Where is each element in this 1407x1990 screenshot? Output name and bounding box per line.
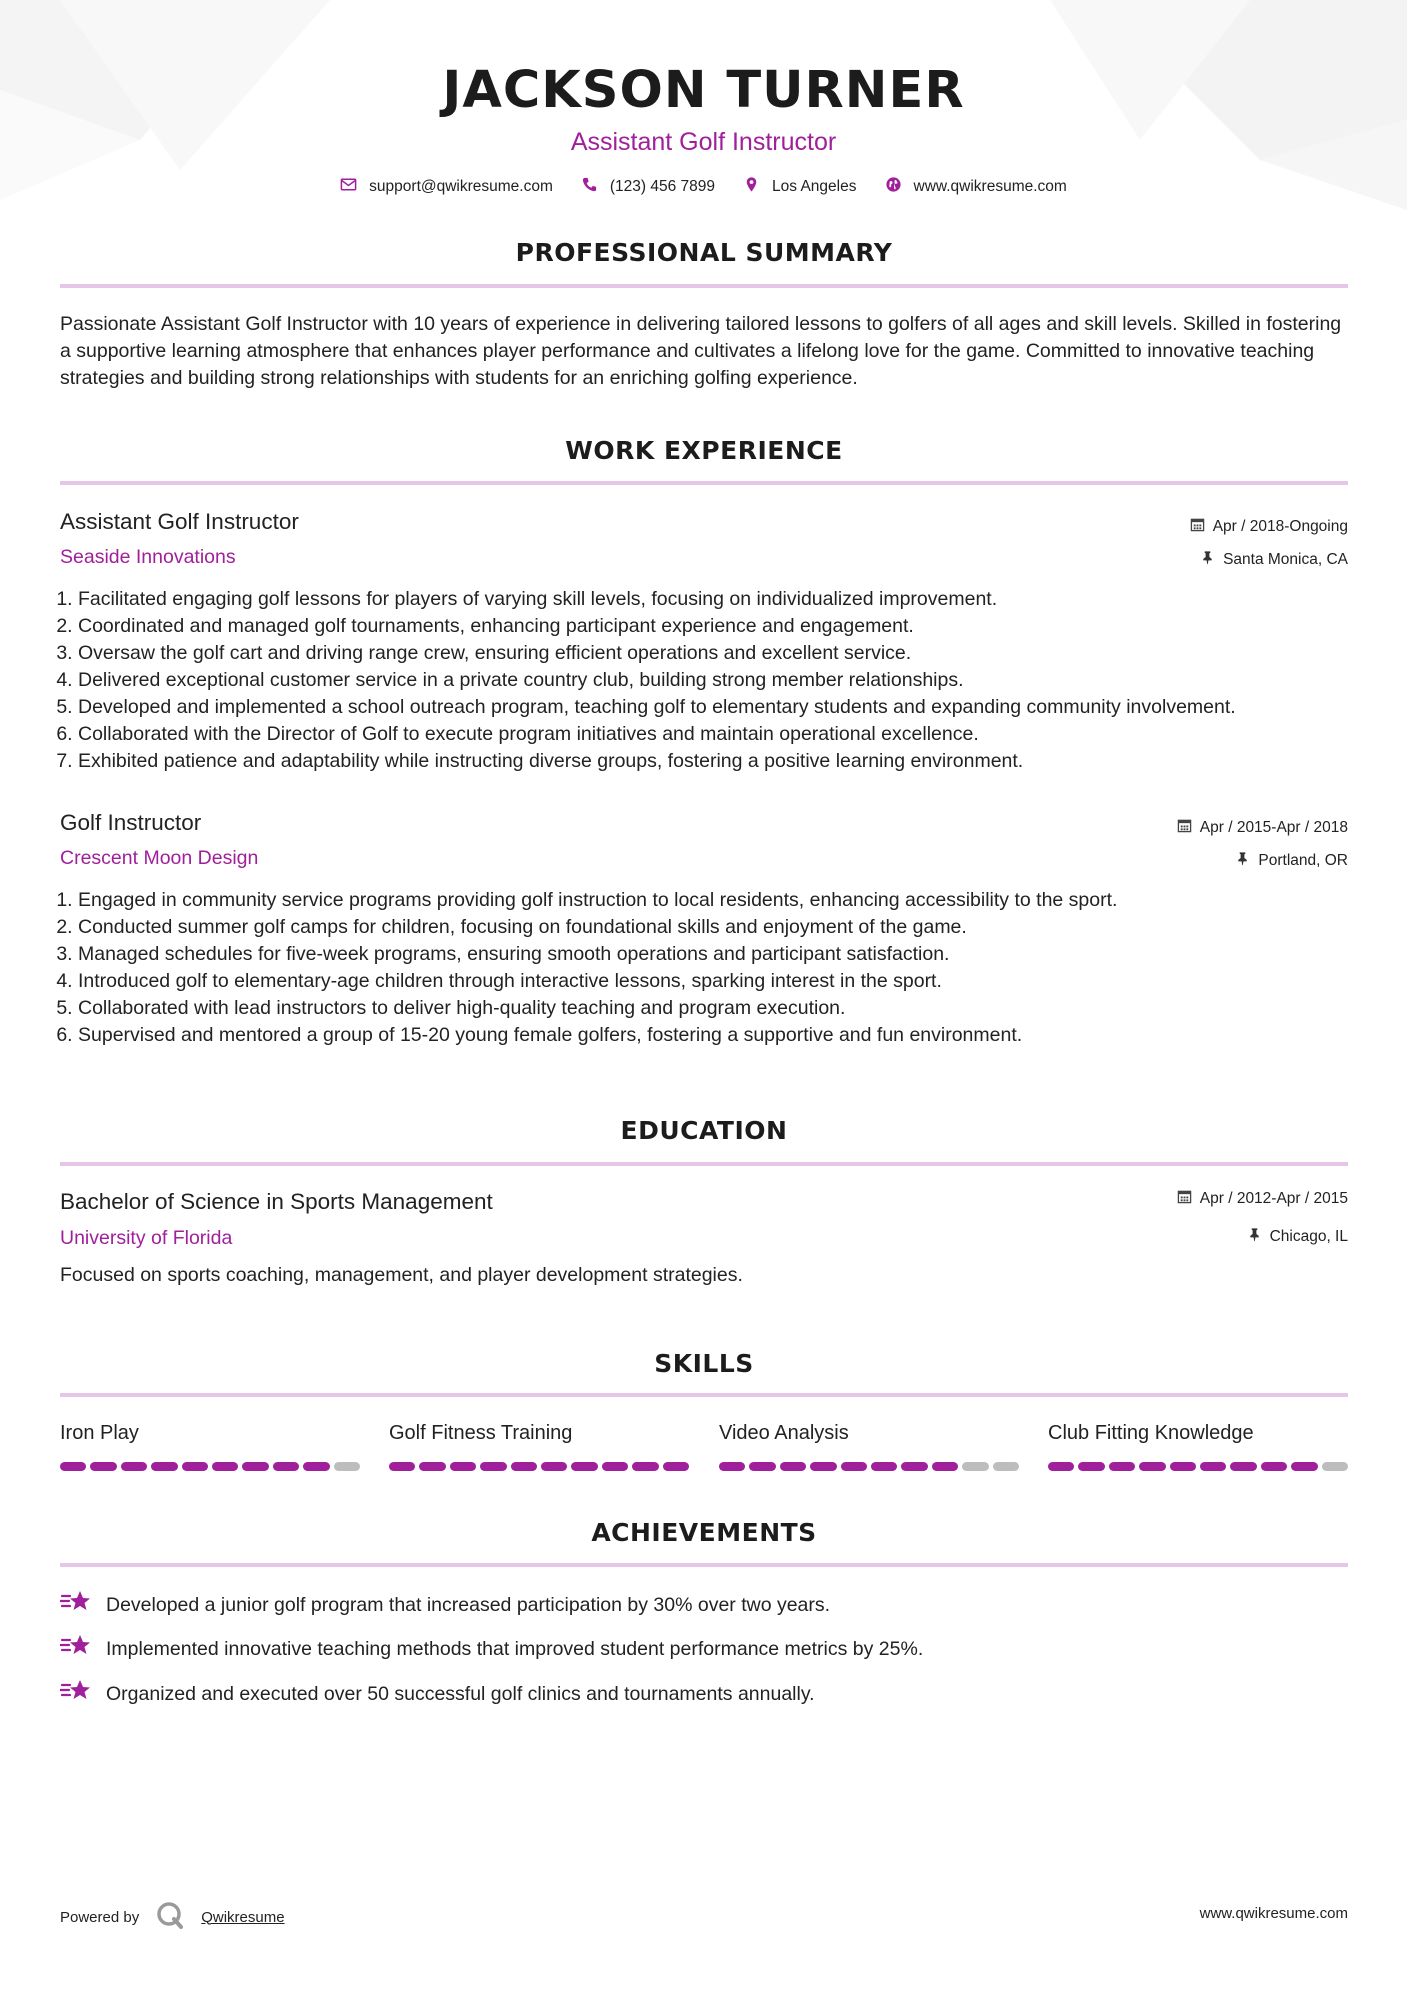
- school-name: University of Florida: [60, 1227, 233, 1249]
- list-item: 2. Conducted summer golf camps for children, focusing on foundational skills and enjoyment of the game.: [78, 914, 1368, 941]
- rating-dot-filled: [1230, 1462, 1256, 1471]
- powered-by-label: Powered by: [60, 1908, 140, 1926]
- summary-divider: [60, 284, 1348, 288]
- rating-dot-filled: [60, 1462, 86, 1471]
- job-title: Assistant Golf Instructor: [60, 509, 299, 534]
- pushpin-icon: [1200, 550, 1215, 570]
- achievement-item: [60, 1677, 815, 1711]
- education-description: Focused on sports coaching, management, and player development strategies.: [60, 1264, 743, 1286]
- pushpin-icon: [1235, 851, 1250, 871]
- achievements-divider: [60, 1563, 1348, 1567]
- rating-dot-filled: [1109, 1462, 1135, 1471]
- skills-divider: [60, 1393, 1348, 1397]
- skill-item: [719, 1420, 1019, 1471]
- rating-dot-filled: [90, 1462, 116, 1471]
- rating-dot-filled: [121, 1462, 147, 1471]
- contact-location: [743, 176, 856, 198]
- rating-dot-filled: [480, 1462, 506, 1471]
- list-item: 3. Managed schedules for five-week programs, ensuring smooth operations and participant satisfaction.: [78, 941, 1368, 968]
- list-item: 3. Oversaw the golf cart and driving range crew, ensuring efficient operations and excellent service.: [78, 640, 1368, 667]
- rating-dot-filled: [1261, 1462, 1287, 1471]
- rating-dot-filled: [541, 1462, 567, 1471]
- job-location: [1200, 550, 1348, 570]
- rating-dot-filled: [780, 1462, 806, 1471]
- website-text: www.qwikresume.com: [913, 178, 1067, 195]
- achievements-heading: ACHIEVEMENTS: [591, 1518, 817, 1547]
- candidate-title: Assistant Golf Instructor: [570, 128, 837, 156]
- envelope-icon: [340, 176, 357, 198]
- rating-dot-filled: [749, 1462, 775, 1471]
- skill-name: Iron Play: [60, 1422, 139, 1444]
- skill-rating: [719, 1462, 1019, 1471]
- rating-dot-filled: [511, 1462, 537, 1471]
- achievement-text: Developed a junior golf program that increased participation by 30% over two years.: [106, 1593, 831, 1616]
- rating-dot-filled: [1170, 1462, 1196, 1471]
- job-dates-text: Apr / 2015-Apr / 2018: [1199, 819, 1348, 836]
- candidate-name: JACKSON TURNER: [442, 61, 965, 120]
- footer-branding: [60, 1900, 285, 1934]
- rating-dot-filled: [632, 1462, 658, 1471]
- contact-website[interactable]: [885, 176, 1067, 198]
- achievement-text: Organized and executed over 50 successful golf clinics and tournaments annually.: [106, 1682, 815, 1705]
- education-location-text: Chicago, IL: [1269, 1228, 1348, 1245]
- education-heading: EDUCATION: [620, 1116, 788, 1145]
- rating-dot-filled: [151, 1462, 177, 1471]
- pushpin-icon: [1247, 1227, 1262, 1247]
- list-item: 6. Supervised and mentored a group of 15-20 young female golfers, fostering a supportive and fun environment.: [78, 1022, 1368, 1049]
- rating-dot-filled: [450, 1462, 476, 1471]
- rating-dot-filled: [389, 1462, 415, 1471]
- rating-dot-filled: [871, 1462, 897, 1471]
- calendar-icon: [1190, 517, 1205, 537]
- rating-dot-empty: [1322, 1462, 1348, 1471]
- summary-heading: PROFESSIONAL SUMMARY: [515, 238, 893, 267]
- star-icon: [60, 1632, 92, 1666]
- company-name: Seaside Innovations: [60, 546, 236, 568]
- skill-item: [1048, 1420, 1348, 1471]
- skill-name: Golf Fitness Training: [389, 1422, 573, 1444]
- rating-dot-empty: [334, 1462, 360, 1471]
- rating-dot-filled: [303, 1462, 329, 1471]
- rating-dot-filled: [1291, 1462, 1317, 1471]
- list-item: 5. Collaborated with lead instructors to deliver high-quality teaching and program execution.: [78, 995, 1368, 1022]
- rating-dot-filled: [1078, 1462, 1104, 1471]
- calendar-icon: [1177, 818, 1192, 838]
- education-dates: [1177, 1189, 1348, 1209]
- footer-website-link[interactable]: www.qwikresume.com: [1199, 1905, 1348, 1922]
- rating-dot-filled: [182, 1462, 208, 1471]
- rating-dot-empty: [962, 1462, 988, 1471]
- contact-bar: [0, 176, 1407, 198]
- email-text: support@qwikresume.com: [369, 178, 553, 195]
- rating-dot-filled: [1139, 1462, 1165, 1471]
- list-item: 1. Engaged in community service programs providing golf instruction to local residents, enhancing accessibility to the sport.: [78, 887, 1368, 914]
- achievement-item: [60, 1632, 923, 1666]
- summary-text: Passionate Assistant Golf Instructor with 10 years of experience in delivering tailored lessons to golfers of all ages and skill levels. Skilled in fostering a supportive learning atmosphere that enhances player performance and cultivates a lifelong love for the game. Committed to innovative teaching strategies and building strong relationships with students for an enriching golfing experience.: [60, 313, 1342, 389]
- skill-rating: [1048, 1462, 1348, 1471]
- phone-icon: [581, 176, 598, 198]
- list-item: 7. Exhibited patience and adaptability while instructing diverse groups, fostering a positive learning environment.: [78, 748, 1368, 775]
- rating-dot-filled: [242, 1462, 268, 1471]
- rating-dot-filled: [419, 1462, 445, 1471]
- skill-name: Club Fitting Knowledge: [1048, 1422, 1254, 1444]
- star-icon: [60, 1677, 92, 1711]
- job-location-text: Santa Monica, CA: [1223, 551, 1348, 568]
- education-location: [1247, 1227, 1348, 1247]
- skills-heading: SKILLS: [654, 1349, 754, 1378]
- list-item: 2. Coordinated and managed golf tournaments, enhancing participant experience and engagement.: [78, 613, 1368, 640]
- rating-dot-filled: [1200, 1462, 1226, 1471]
- resume-header: [0, 58, 1407, 198]
- experience-heading: WORK EXPERIENCE: [565, 436, 843, 465]
- job-dates-text: Apr / 2018-Ongoing: [1212, 518, 1348, 535]
- rating-dot-filled: [602, 1462, 628, 1471]
- rating-dot-filled: [273, 1462, 299, 1471]
- education-dates-text: Apr / 2012-Apr / 2015: [1199, 1190, 1348, 1207]
- rating-dot-filled: [841, 1462, 867, 1471]
- skill-item: [60, 1420, 360, 1471]
- job-responsibilities: [60, 887, 1368, 1049]
- rating-dot-filled: [1048, 1462, 1074, 1471]
- location-text: Los Angeles: [772, 178, 857, 195]
- calendar-icon: [1177, 1189, 1192, 1209]
- job-location: [1235, 851, 1348, 871]
- list-item: 5. Developed and implemented a school outreach program, teaching golf to elementary students and expanding community involvement.: [78, 694, 1368, 721]
- rating-dot-filled: [571, 1462, 597, 1471]
- achievement-item: [60, 1588, 830, 1622]
- rating-dot-filled: [212, 1462, 238, 1471]
- rating-dot-filled: [810, 1462, 836, 1471]
- skill-item: [389, 1420, 689, 1471]
- achievement-text: Implemented innovative teaching methods that improved student performance metrics by 25%.: [106, 1637, 924, 1660]
- list-item: 6. Collaborated with the Director of Golf to execute program initiatives and maintain operational excellence.: [78, 721, 1368, 748]
- map-pin-icon: [743, 176, 760, 198]
- education-divider: [60, 1162, 1348, 1166]
- skill-rating: [389, 1462, 689, 1471]
- degree-title: Bachelor of Science in Sports Management: [60, 1189, 493, 1214]
- rating-dot-filled: [932, 1462, 958, 1471]
- contact-phone[interactable]: [581, 176, 715, 198]
- skill-rating: [60, 1462, 360, 1471]
- rating-dot-empty: [993, 1462, 1019, 1471]
- job-title: Golf Instructor: [60, 810, 202, 835]
- job-dates: [1190, 517, 1348, 537]
- contact-email[interactable]: [340, 176, 553, 198]
- list-item: 4. Introduced golf to elementary-age children through interactive lessons, sparking interest in the sport.: [78, 968, 1368, 995]
- job-dates: [1177, 818, 1348, 838]
- rating-dot-filled: [719, 1462, 745, 1471]
- job-location-text: Portland, OR: [1258, 852, 1348, 869]
- company-name: Crescent Moon Design: [60, 847, 259, 869]
- list-item: 1. Facilitated engaging golf lessons for players of varying skill levels, focusing on individualized improvement.: [78, 586, 1368, 613]
- rating-dot-filled: [901, 1462, 927, 1471]
- rating-dot-filled: [663, 1462, 689, 1471]
- job-responsibilities: [60, 586, 1368, 775]
- skill-name: Video Analysis: [719, 1422, 849, 1444]
- qwikresume-logo-icon: [155, 1900, 185, 1934]
- phone-text: (123) 456 7899: [609, 178, 716, 195]
- globe-icon: [885, 176, 902, 198]
- brand-link[interactable]: Qwikresume: [201, 1908, 285, 1926]
- experience-divider: [60, 481, 1348, 485]
- star-icon: [60, 1588, 92, 1622]
- list-item: 4. Delivered exceptional customer service in a private country club, building strong member relationships.: [78, 667, 1368, 694]
